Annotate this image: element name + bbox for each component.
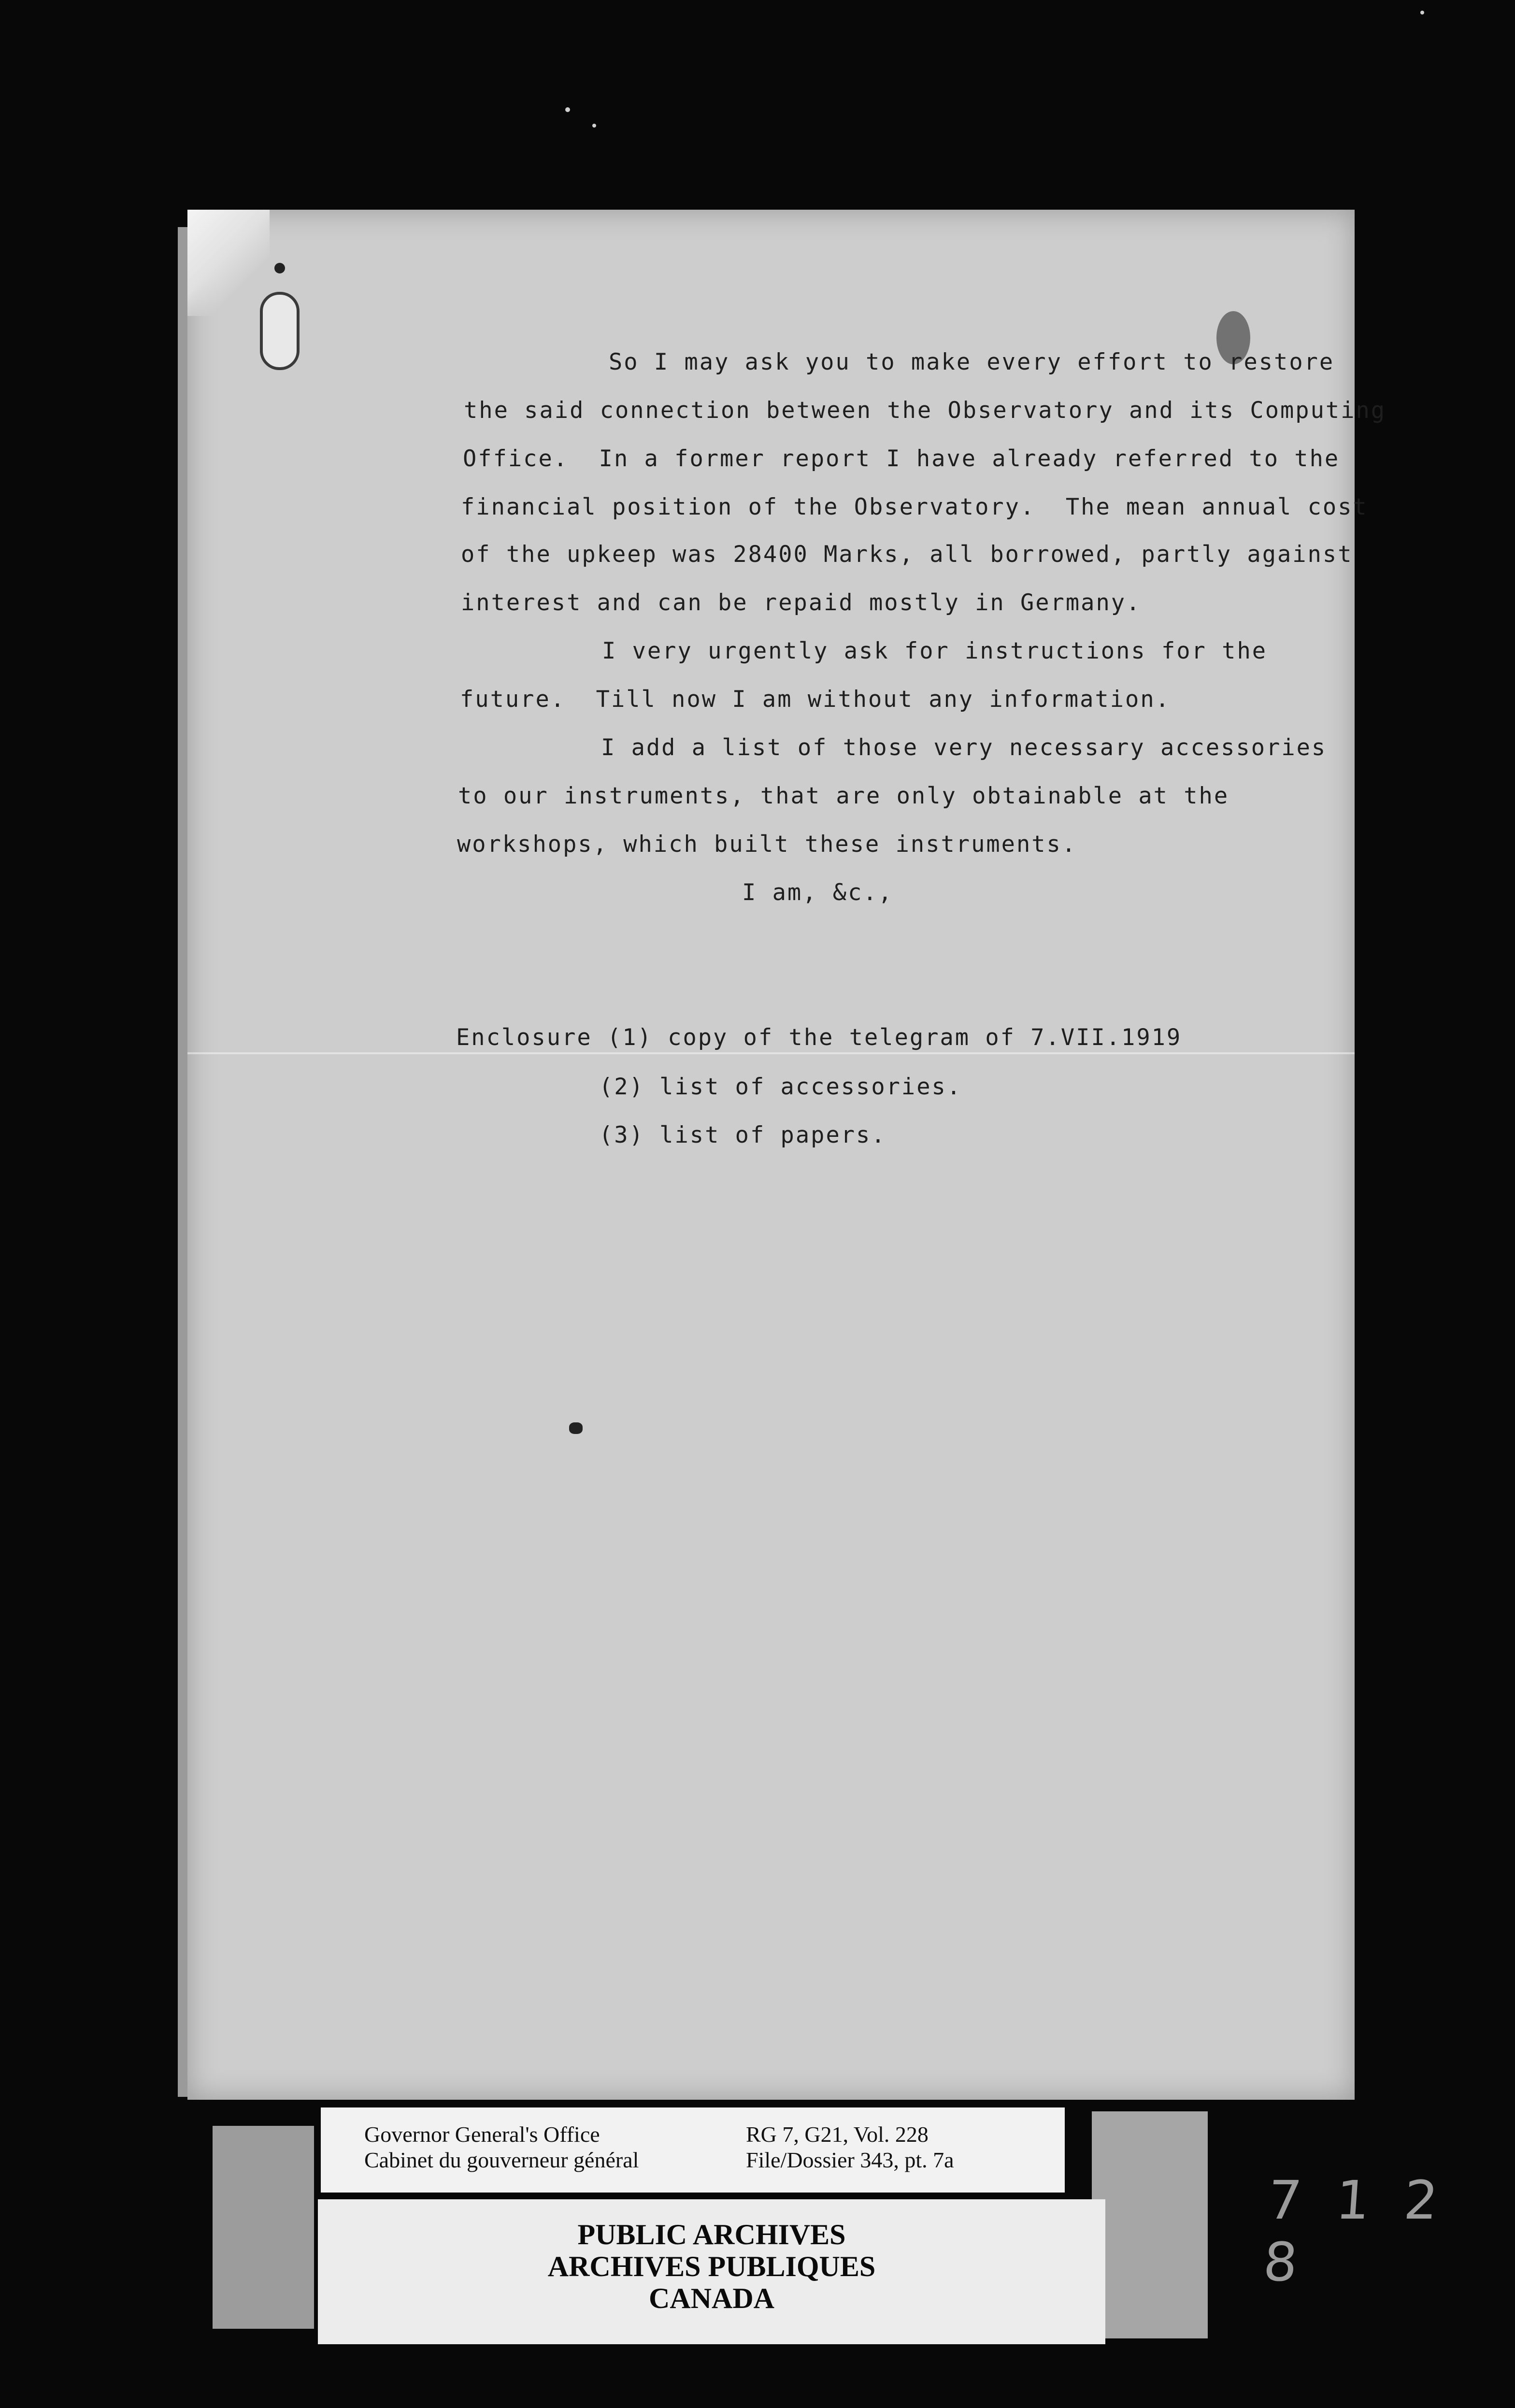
archive-reference-label <box>321 2107 1065 2193</box>
letter-line: future. Till now I am without any information. <box>460 686 1171 713</box>
film-speck <box>592 124 596 128</box>
enclosure-line: (3) list of papers. <box>599 1122 886 1148</box>
letter-line: the said connection between the Observatory and its Computing <box>464 397 1386 424</box>
letter-line: financial position of the Observatory. The mean annual cost <box>461 494 1368 520</box>
dog-eared-corner <box>187 210 270 316</box>
stamp-line-2: ARCHIVES PUBLIQUES <box>547 2250 876 2282</box>
enclosure-line: (2) list of accessories. <box>599 1074 962 1100</box>
fold-line <box>187 1052 1355 1054</box>
letter-closing: I am, &c., <box>742 879 893 906</box>
punch-dot <box>274 263 285 273</box>
letter-line: workshops, which built these instruments. <box>457 831 1077 858</box>
punch-hole-mark <box>260 292 300 370</box>
stamp-line-1: PUBLIC ARCHIVES <box>577 2219 846 2250</box>
film-holder-left <box>213 2126 314 2329</box>
stray-ink-mark <box>569 1422 583 1434</box>
enclosure-line: Enclosure (1) copy of the telegram of 7.VII.1919 <box>456 1024 1182 1051</box>
letter-line: So I may ask you to make every effort to restore <box>609 349 1335 375</box>
film-holder-right <box>1092 2111 1208 2338</box>
letter-line: Office. In a former report I have already referred to the <box>463 445 1340 472</box>
letter-line: interest and can be repaid mostly in Germany. <box>461 589 1142 616</box>
office-names <box>364 2122 639 2173</box>
archives-stamp-text <box>318 2219 1105 2314</box>
stamp-line-3: CANADA <box>649 2282 774 2314</box>
reference-numbers <box>746 2122 954 2173</box>
office-en: Governor General's Office <box>364 2122 600 2147</box>
microfilm-frame-number: 7 1 2 8 <box>1261 2169 1449 2293</box>
file-number: File/Dossier 343, pt. 7a <box>746 2147 954 2172</box>
film-speck <box>565 107 570 112</box>
office-fr: Cabinet du gouverneur général <box>364 2147 639 2172</box>
record-group: RG 7, G21, Vol. 228 <box>746 2122 929 2147</box>
film-speck <box>1420 11 1424 14</box>
letter-line: to our instruments, that are only obtainable at the <box>458 783 1229 809</box>
letter-line: I very urgently ask for instructions for the <box>602 638 1268 664</box>
public-archives-stamp <box>318 2199 1105 2344</box>
letter-line: of the upkeep was 28400 Marks, all borrowed, partly against <box>461 541 1353 568</box>
letter-line: I add a list of those very necessary accessories <box>601 734 1327 761</box>
letter-page <box>187 210 1386 2100</box>
